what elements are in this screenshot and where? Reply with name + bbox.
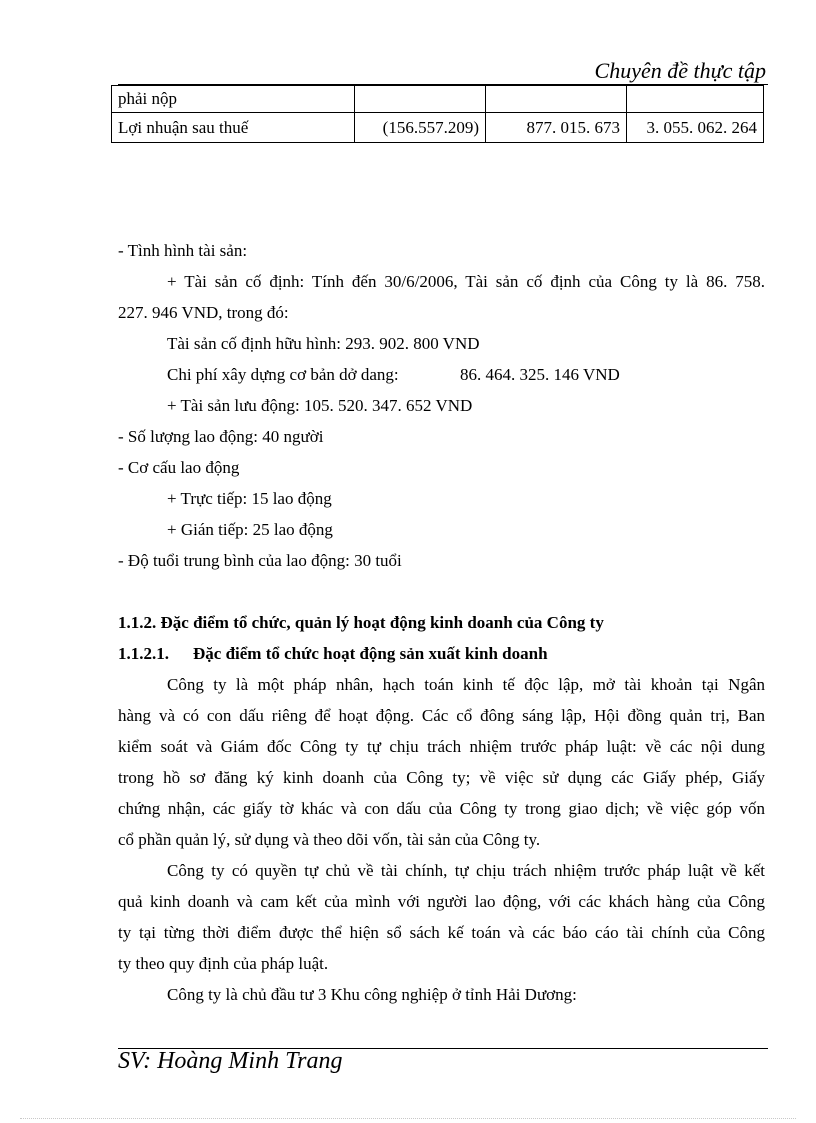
row-label: Lợi nhuận sau thuế [112, 113, 355, 143]
fixed-assets-line: + Tài sản cố định: Tính đến 30/6/2006, Tài sản cố định của Công ty là 86. 758. [167, 272, 765, 291]
footer-student-name: SV: Hoàng Minh Trang [118, 1048, 343, 1074]
indirect-labor-line: + Gián tiếp: 25 lao động [167, 520, 333, 539]
tangible-assets-line: Tài sản cố định hữu hình: 293. 902. 800 VND [167, 334, 480, 353]
table-row [112, 113, 764, 143]
asset-status-heading: - Tình hình tài sản: [118, 241, 248, 260]
fixed-assets-continued: 227. 946 VND, trong đó: [118, 303, 289, 322]
direct-labor-line: + Trực tiếp: 15 lao động [167, 489, 332, 508]
paragraph-1-line: Công ty là một pháp nhân, hạch toán kinh tế độc lập, mở tài khoản tại Ngân [167, 675, 765, 694]
average-age-line: - Độ tuổi trung bình của lao động: 30 tuổi [118, 551, 402, 570]
table-row [112, 86, 764, 113]
value-cell: 3. 055. 062. 264 [627, 113, 764, 143]
page-edge [20, 1118, 796, 1119]
subsection-number: 1.1.2.1. [118, 644, 169, 663]
paragraph-2-line: quả kinh doanh và cam kết của mình với người lao động, với các khách hàng của Công [118, 892, 765, 911]
value-cell [627, 86, 764, 113]
labor-count-line: - Số lượng lao động: 40 người [118, 427, 324, 446]
value-cell [355, 86, 486, 113]
paragraph-1-line: hàng và có con dấu riêng để hoạt động. Các cổ đông sáng lập, Hội đồng quản trị, Ban [118, 706, 765, 725]
current-assets-line: + Tài sản lưu động: 105. 520. 347. 652 VND [167, 396, 473, 415]
paragraph-1-line: cổ phần quản lý, sử dụng và theo dõi vốn, tài sản của Công ty. [118, 830, 541, 849]
value-cell [486, 86, 627, 113]
subsection-heading: Đặc điểm tổ chức hoạt động sản xuất kinh doanh [193, 644, 548, 663]
paragraph-2-line: Công ty có quyền tự chủ về tài chính, tự chịu trách nhiệm trước pháp luật về kết [167, 861, 765, 880]
paragraph-3: Công ty là chủ đầu tư 3 Khu công nghiệp ở tỉnh Hải Dương: [167, 985, 577, 1004]
value-cell: (156.557.209) [355, 113, 486, 143]
value-cell: 877. 015. 673 [486, 113, 627, 143]
section-heading: 1.1.2. Đặc điểm tổ chức, quản lý hoạt động kinh doanh của Công ty [118, 613, 604, 632]
paragraph-2-line: ty theo quy định của pháp luật. [118, 954, 329, 973]
labor-structure-heading: - Cơ cấu lao động [118, 458, 240, 477]
construction-cost-value: 86. 464. 325. 146 VND [460, 365, 620, 384]
row-label: phải nộp [112, 86, 355, 113]
header-title: Chuyên đề thực tập [594, 58, 766, 83]
paragraph-2-line: ty tại từng thời điểm được thể hiện sổ sách kế toán và các báo cáo tài chính của Công [118, 923, 765, 942]
paragraph-1-line: chứng nhận, các giấy tờ khác và con dấu của Công ty trong giao dịch; về việc góp vốn [118, 799, 765, 818]
construction-cost-label: Chi phí xây dựng cơ bản dở dang: [167, 365, 399, 384]
paragraph-1-line: trong hồ sơ đăng ký kinh doanh của Công ty; về việc sử dụng các Giấy phép, Giấy [118, 768, 765, 787]
paragraph-1-line: kiểm soát và Giám đốc Công ty tự chịu trách nhiệm trước pháp luật: về các nội dung [118, 737, 765, 756]
profit-table [111, 85, 764, 143]
